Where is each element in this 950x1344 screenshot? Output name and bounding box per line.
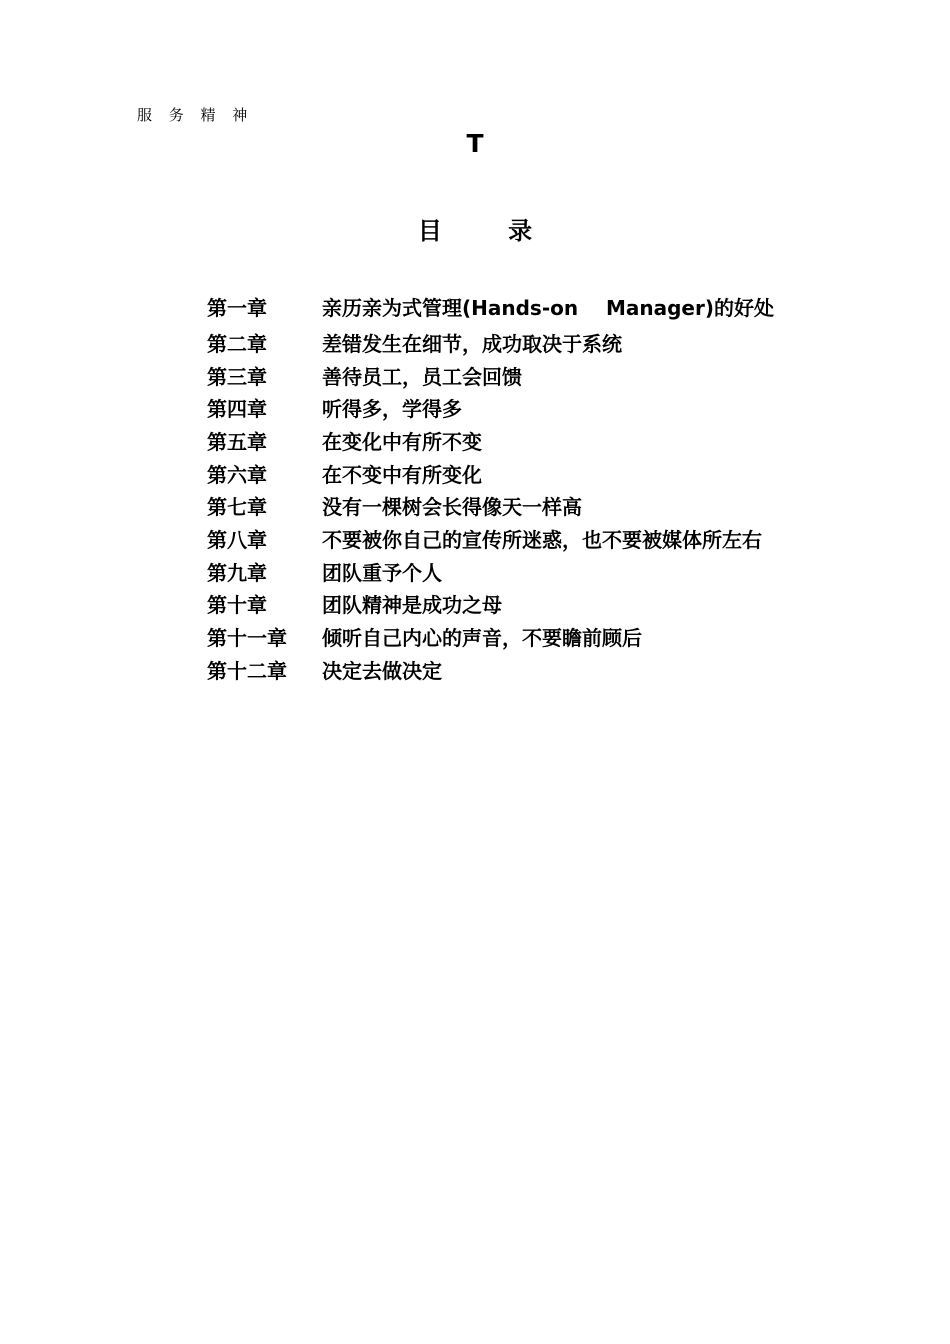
toc-item[interactable] xyxy=(207,326,927,359)
toc-chapter-label: 第七章 xyxy=(207,495,267,520)
toc-item[interactable] xyxy=(207,457,927,490)
toc-chapter-title: 善待员工，员工会回馈 xyxy=(322,364,522,389)
toc-chapter-title: 亲历亲为式管理(Hands-on Manager)的好处 xyxy=(322,295,774,320)
toc-chapter-label: 第十章 xyxy=(207,593,267,618)
toc-chapter-label: 第十二章 xyxy=(207,658,287,683)
toc-chapter-title: 在不变中有所变化 xyxy=(322,462,482,487)
toc-chapter-title: 团队精神是成功之母 xyxy=(322,593,502,618)
toc-item[interactable] xyxy=(207,620,927,653)
page-letter: T xyxy=(466,129,484,158)
toc-chapter-label: 第十一章 xyxy=(207,626,287,651)
toc-title: 目 录 xyxy=(417,217,533,245)
toc-chapter-label: 第四章 xyxy=(207,397,267,422)
toc-chapter-label: 第五章 xyxy=(207,429,267,454)
toc-chapter-title: 倾听自己内心的声音，不要瞻前顾后 xyxy=(322,626,642,651)
toc-item[interactable] xyxy=(207,489,927,522)
toc-chapter-label: 第三章 xyxy=(207,364,267,389)
toc-list xyxy=(207,286,927,686)
toc-item[interactable] xyxy=(207,588,927,621)
toc-chapter-label: 第八章 xyxy=(207,527,267,552)
toc-chapter-label: 第一章 xyxy=(207,295,267,320)
toc-chapter-label: 第二章 xyxy=(207,331,267,356)
toc-item[interactable] xyxy=(207,391,927,424)
toc-item[interactable] xyxy=(207,653,927,686)
toc-item[interactable] xyxy=(207,555,927,588)
toc-item[interactable] xyxy=(207,359,927,392)
toc-chapter-title: 团队重予个人 xyxy=(322,560,442,585)
toc-item[interactable] xyxy=(207,522,927,555)
toc-chapter-title: 不要被你自己的宣传所迷惑，也不要被媒体所左右 xyxy=(322,527,762,552)
toc-chapter-title: 差错发生在细节，成功取决于系统 xyxy=(322,331,622,356)
toc-chapter-label: 第九章 xyxy=(207,560,267,585)
toc-chapter-title: 听得多，学得多 xyxy=(322,397,462,422)
toc-item[interactable] xyxy=(207,424,927,457)
toc-chapter-title: 决定去做决定 xyxy=(322,658,442,683)
header-text: 服 务 精 神 xyxy=(137,106,254,124)
toc-chapter-label: 第六章 xyxy=(207,462,267,487)
toc-chapter-title: 没有一棵树会长得像天一样高 xyxy=(322,495,582,520)
toc-chapter-title: 在变化中有所不变 xyxy=(322,429,482,454)
toc-item[interactable] xyxy=(207,286,927,326)
